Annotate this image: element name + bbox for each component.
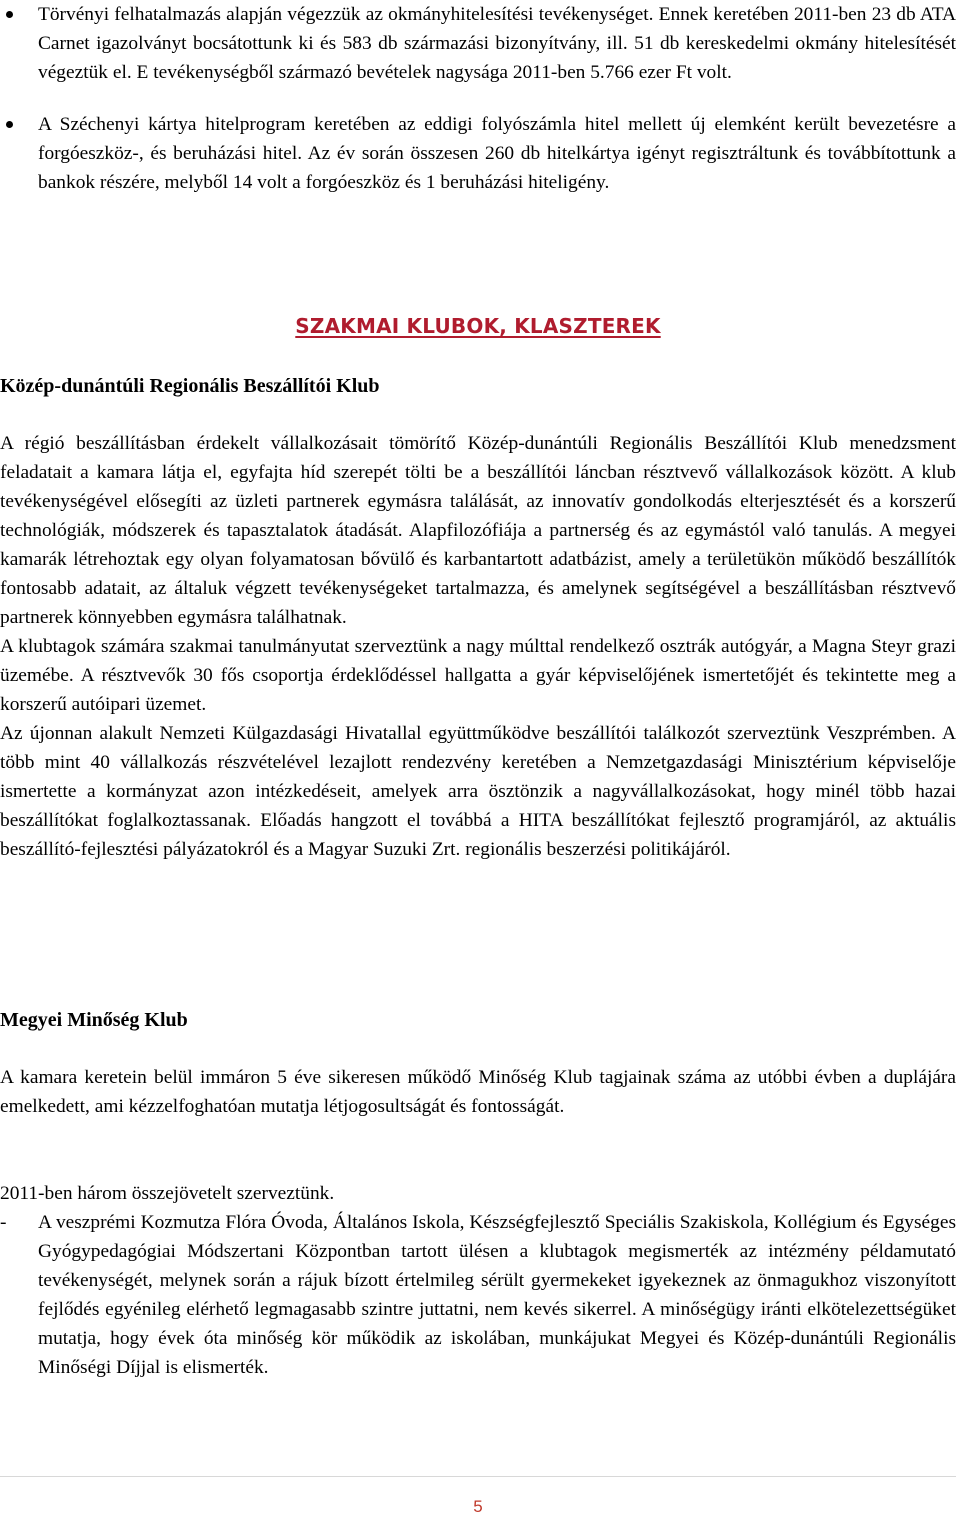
paragraph: A kamara keretein belül immáron 5 éve sikeresen működő Minőség Klub tagjainak száma az utóbbi évben a duplájára emelkedett, ami kézzelfoghatóan mutatja létjogosultságát és fontosságát.	[0, 1067, 956, 1117]
paragraph: A klubtagok számára szakmai tanulmányutat szerveztünk a nagy múlttal rendelkező osztrák autógyár, a Magna Steyr grazi üzemébe. A résztvevők 30 fős csoportja érdeklődéssel hallgatta a gyár képviselőjének ismertetőjét és tekintette meg a korszerű autóipari üzemet.	[0, 636, 956, 715]
club-quality-body	[0, 1063, 956, 1121]
bullet-icon	[6, 121, 13, 128]
bullet-list	[0, 0, 956, 197]
section-heading: SZAKMAI KLUBOK, KLASZTEREK	[295, 314, 661, 338]
bullet-icon	[6, 11, 13, 18]
bullet-text: Törvényi felhatalmazás alapján végezzük az okmányhitelesítési tevékenységet. Ennek keretében 2011-ben 23 db ATA Carnet igazolványt bocsátottunk ki és 583 db származási bizonyítvány, ill. 51 db kereskedelmi okmány hitelesítését végeztük el. E tevékenységből származó bevételek nagysága 2011-ben 5.766 ezer Ft volt.	[38, 4, 956, 83]
dash-marker: -	[0, 1212, 7, 1233]
club-title-supplier: Közép-dunántúli Regionális Beszállítói Klub	[0, 375, 380, 397]
paragraph: A régió beszállításban érdekelt vállalkozásait tömörítő Közép-dunántúli Regionális Beszállítói Klub menedzsment feladatait a kamara látja el, egyfajta híd szerepét tölti be a beszállítói láncban résztvevő vállalkozások között. A klub tevékenységével elősegíti az üzleti partnerek egymásra találását, az innovatív gondolkodás elterjesztését és a korszerű technológiák, módszerek és tapasztalatok átadását. Alapfilozófiája a partnerség és az egymástól való tanulás. A megyei kamarák létrehoztak egy olyan folyamatosan bővülő és karbantartott adatbázist, amely a területükön működő beszállítók fontosabb adatait, az általuk végzett tevékenységeket tartalmazza, és amelynek segítségével a beszállításban résztvevő partnerek könnyebben egymásra találhatnak.	[0, 433, 956, 628]
page-number: 5	[473, 1497, 483, 1516]
bullet-item-authentication	[0, 0, 956, 87]
club-supplier-body	[0, 429, 956, 864]
bullet-item-szechenyi-card	[0, 110, 956, 197]
club-quality-meetings	[0, 1179, 956, 1382]
paragraph: Az újonnan alakult Nemzeti Külgazdasági Hivatallal együttműködve beszállítói találkozót szerveztünk Veszprémben. A több mint 40 vállalkozás részvételével lezajlott rendezvény keretében a Nemzetgazdasági Minisztérium képviselője ismertette a kormányzat azon intézkedéseit, amelyek arra ösztönzik a nagyvállalkozásokat, hogy minél több hazai beszállítókat foglalkoztassanak. Előadás hangzott el továbbá a HITA beszállítókat fejlesztő programjáról, az aktuális beszállító-fejlesztési pályázatokról és a Magyar Suzuki Zrt. regionális beszerzési politikájáról.	[0, 723, 956, 860]
dash-item-text: A veszprémi Kozmutza Flóra Óvoda, Általános Iskola, Készségfejlesztő Speciális Szakiskola, Kollégium és Egységes Gyógypedagógiai Módszertani Központban tartott ülésen a klubtagok megismerték az intézmény példamutató tevékenységét, melynek során a rájuk bízott értelmileg sérült gyermekeket igyekeznek az önmagukhoz viszonyított fejlődés egyénileg elérhető legmagasabb szintre juttatni, nem kevés sikerrel. A minőségügy iránti elkötelezettségüket mutatja, hogy évek óta minőség kör működik az iskolában, munkájukat Megyei és Közép-dunántúli Regionális Minőségi Díjjal is elismerték.	[38, 1212, 956, 1378]
bullet-text: A Széchenyi kártya hitelprogram keretében az eddigi folyószámla hitel mellett új elemként került bevezetésre a forgóeszköz-, és beruházási hitel. Az év során összesen 260 db hitelkártya igényt regisztráltunk és továbbítottunk a bankok részére, melyből 14 volt a forgóeszköz és 1 beruházási hiteligény.	[38, 114, 956, 193]
dash-list-item	[0, 1208, 956, 1382]
footer-divider	[0, 1476, 956, 1477]
meetings-intro: 2011-ben három összejövetelt szerveztünk.	[0, 1183, 335, 1204]
club-title-quality: Megyei Minőség Klub	[0, 1009, 188, 1031]
